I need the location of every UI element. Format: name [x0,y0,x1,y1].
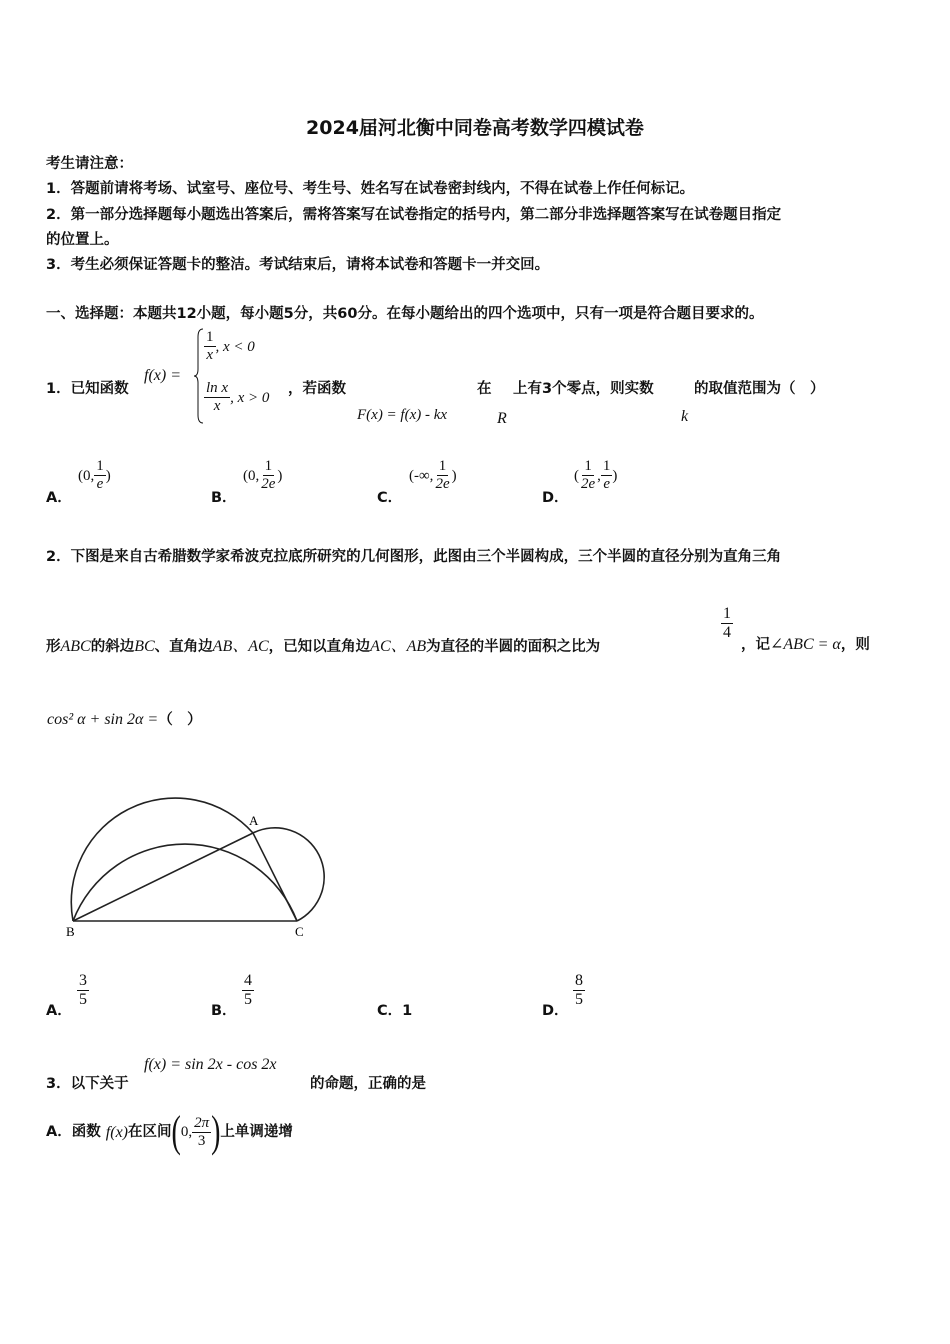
q2-option-a-label: A． [46,1003,72,1019]
segment-ac [253,833,297,921]
q3-fx: f(x) = sin 2x - cos 2x [144,1056,277,1073]
label-b: B [66,924,75,939]
label-a: A [249,813,259,828]
q2-option-c: C．1 [377,1003,413,1019]
label-c: C [295,924,304,939]
semicircle-ab [71,798,253,921]
q2-line-1: 2．下图是来自古希腊数学家希波克拉底所研究的几何图形，此图由三个半圆构成，三个半圆的直径分别为直角三角 [46,549,782,565]
q1-fx: f(x) = [144,367,181,384]
q1-option-a-label: A． [46,490,72,506]
q2-expression: cos² α + sin 2α =（ ） [47,711,202,728]
q2-option-a: $\frac{3}{5}$ [79,972,87,1008]
q1-R: R [497,410,507,427]
q2-figure [55,775,335,945]
q1-range: 的取值范围为（ ） [694,381,825,397]
q1-Fx: F(x) = f(x) - kx [357,407,448,423]
q1-prefix: 1．已知函数 [46,381,129,397]
q1-case-1: $\frac{1}{x}$ , x < 0 [206,329,255,363]
q2-option-b-label: B． [211,1003,237,1019]
q1-on: 上有3个零点，则实数 [513,381,654,397]
q2-option-d: $\frac{8}{5}$ [575,972,583,1008]
q1-mid: ，若函数 [288,381,346,397]
notice-heading: 考生请注意： [46,156,133,172]
notice-item-2-cont: 的位置上。 [46,232,119,248]
q2-line-2-tail: ，记∠ABC = α，则 [741,636,870,653]
q1-option-c: (-∞, $\frac{1}{2e}$ ) [409,458,457,492]
q1-option-a: (0, $\frac{1}{e}$ ) [78,458,111,492]
q2-option-d-label: D． [542,1003,569,1019]
q2-line-2: 形ABC的斜边BC、直角边AB、AC，已知以直角边AC、AB为直径的半圆的面积之比为 [46,638,601,655]
semicircle-bc [73,844,297,921]
section-heading: 一、选择题：本题共12小题，每小题5分，共60分。在每小题给出的四个选项中，只有一项是符合题目要求的。 [46,306,764,322]
q1-option-d: ( $\frac{1}{2e}$ , $\frac{1}{e}$ ) [574,458,618,492]
q1-k: k [681,408,689,425]
notice-item-3: 3．考生必须保证答题卡的整洁。考试结束后，请将本试卷和答题卡一并交回。 [46,257,550,273]
notice-item-1: 1．答题前请将考场、试室号、座位号、考生号、姓名写在试卷密封线内，不得在试卷上作任何标记。 [46,181,695,197]
page-title: 2024届河北衡中同卷高考数学四模试卷 [306,117,644,139]
q1-case-2: $\frac{\text{ln x}}{x}$ , x > 0 [206,380,270,414]
q3-suffix: 的命题，正确的是 [310,1076,426,1092]
q1-zai: 在 [477,381,492,397]
q2-option-b: $\frac{4}{5}$ [244,972,252,1008]
notice-item-2: 2．第一部分选择题每小题选出答案后，需将答案写在试卷指定的括号内，第二部分非选择题答案写在试卷题目指定 [46,207,782,223]
q1-option-b-label: B． [211,490,237,506]
q1-option-b: (0, $\frac{1}{2e}$ ) [243,458,283,492]
q1-option-d-label: D． [542,490,569,506]
q1-option-c-label: C． [377,490,403,506]
q2-ratio: $\frac{1}{4}$ [723,605,731,641]
q3-option-a: A．函数 f(x)在区间(0, $\frac{2\pi}{3}$ )上单调递增 [46,1106,293,1157]
q3-prefix: 3．以下关于 [46,1076,129,1092]
